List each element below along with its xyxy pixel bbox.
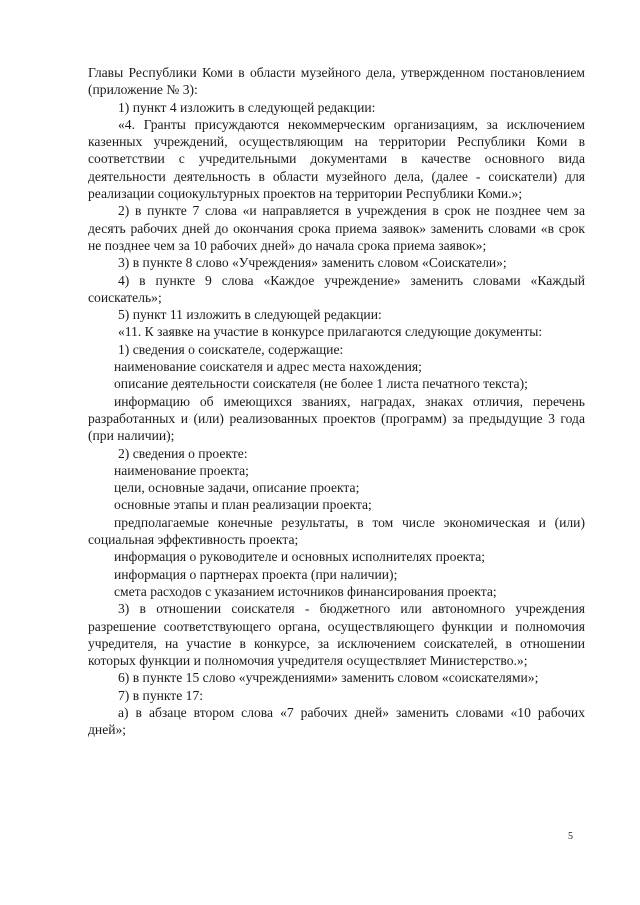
paragraph: основные этапы и план реализации проекта; [114, 497, 372, 513]
paragraph: наименование проекта; [114, 462, 249, 478]
paragraph: 2) сведения о проекте: [118, 445, 248, 461]
paragraph: 6) в пункте 15 слово «учреждениями» заменить словом «соискателями»; [118, 670, 539, 686]
paragraph: информация о партнерах проекта (при наличии); [114, 566, 398, 582]
paragraph: цели, основные задачи, описание проекта; [114, 480, 360, 496]
paragraph: 5) пункт 11 изложить в следующей редакции: [118, 307, 382, 323]
paragraph: описание деятельности соискателя (не более 1 листа печатного текста); [114, 376, 528, 392]
paragraph: «4. Гранты присуждаются некоммерческим организациям, за исключением казенных учреждений, осуществляющим на территории Республики Коми в соответствии с учредительными документами в качестве основного вида деятельности деятельность в области музейного дела, (далее - соискатели) для реализации социокультурных проектов на территории Республики Коми.»; [88, 116, 585, 202]
paragraph: информацию об имеющихся званиях, наградах, знаках отличия, перечень разработанных и (или) реализованных проектов (программ) за предыдущие 3 года (при наличии); [88, 393, 585, 444]
paragraph: а) в абзаце втором слова «7 рабочих дней» заменить словами «10 рабочих дней»; [88, 704, 585, 738]
paragraph: 7) в пункте 17: [118, 687, 204, 703]
paragraph: 3) в отношении соискателя - бюджетного или автономного учреждения разрешение соответствующего органа, осуществляющего функции и полномочия учредителя, на участие в конкурсе, за исключением соискателей, в отношении которых функции и полномочия учредителя осуществляет Министерство.»; [88, 601, 585, 669]
paragraph: 1) пункт 4 изложить в следующей редакции: [118, 99, 376, 115]
paragraph: Главы Республики Коми в области музейного дела, утвержденном постановлением (приложение № 3): [88, 65, 585, 98]
document-body [88, 64, 585, 739]
paragraph: 4) в пункте 9 слова «Каждое учреждение» заменить словами «Каждый соискатель»; [88, 272, 585, 305]
paragraph: 3) в пункте 8 слово «Учреждения» заменить словом «Соискатели»; [118, 255, 507, 271]
paragraph: 2) в пункте 7 слова «и направляется в учреждения в срок не позднее чем за десять рабочих дней до окончания срока приема заявок» заменить словами «в срок не позднее чем за 10 рабочих дней» до начала срока приема заявок»; [88, 203, 585, 253]
paragraph: смета расходов с указанием источников финансирования проекта; [114, 583, 497, 599]
paragraph: предполагаемые конечные результаты, в том числе экономическая и (или) социальная эффективность проекта; [88, 514, 585, 548]
paragraph: наименование соискателя и адрес места нахождения; [114, 359, 422, 375]
paragraph: «11. К заявке на участие в конкурсе прилагаются следующие документы: [118, 324, 543, 340]
paragraph: 1) сведения о соискателе, содержащие: [118, 341, 344, 357]
page-number: 5 [568, 831, 573, 842]
paragraph: информация о руководителе и основных исполнителях проекта; [114, 549, 486, 565]
